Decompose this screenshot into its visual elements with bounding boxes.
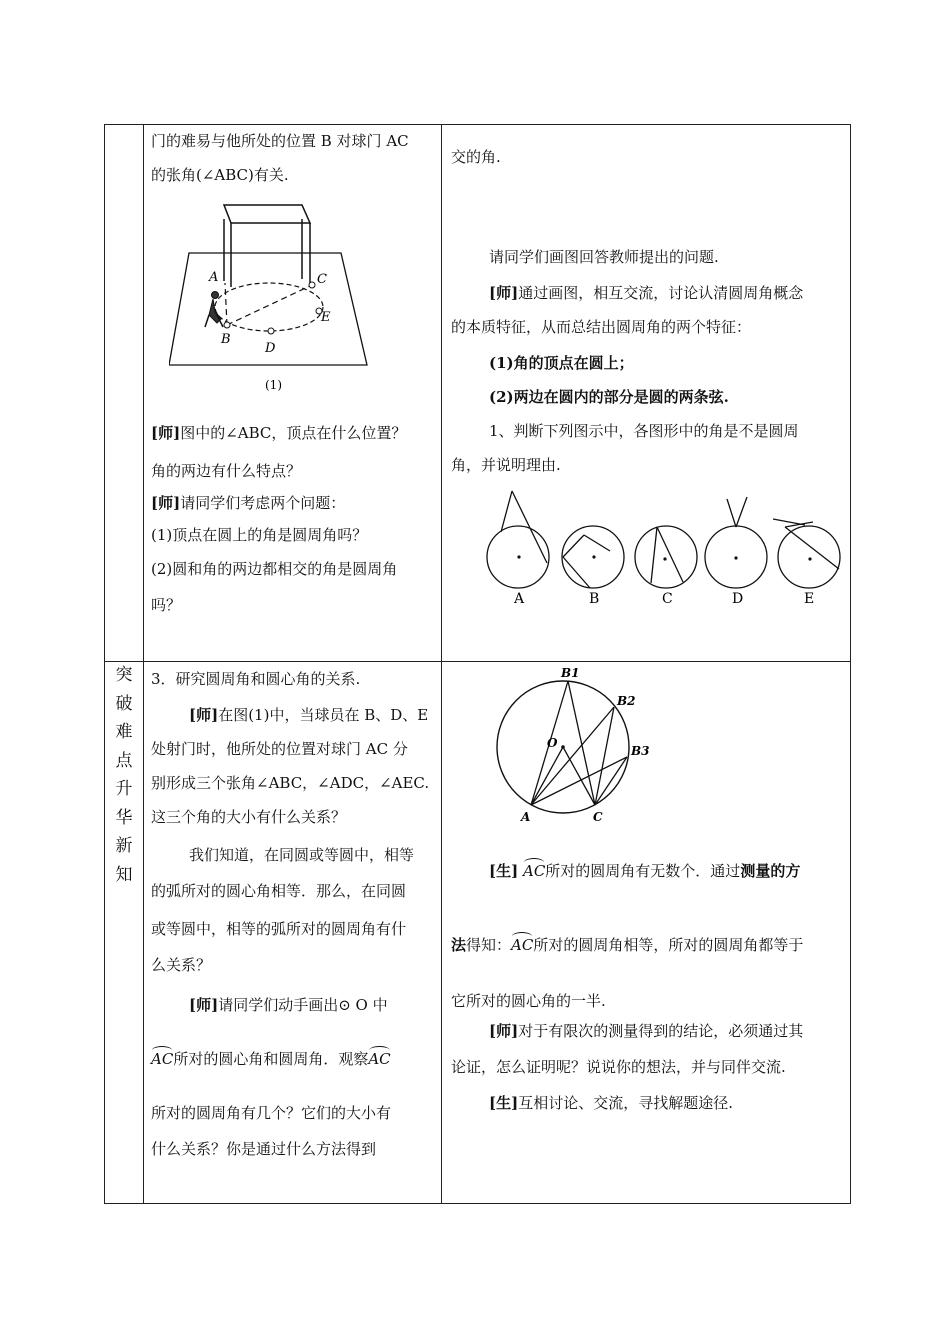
section-char: 破 (115, 693, 133, 714)
left-b-p4a (189, 995, 388, 1015)
teacher-tag: [师] (189, 706, 219, 724)
point-b (224, 322, 230, 328)
point-c (309, 282, 315, 288)
section-char: 升 (115, 779, 133, 799)
col-divider-1 (143, 125, 144, 1203)
question-4b: 吗？ (151, 596, 182, 614)
bold-text: 测量的方 (740, 862, 801, 880)
question-1 (151, 423, 406, 443)
teacher-note (489, 1021, 803, 1041)
paragraph-text: 所对的圆心角和圆周角．观察 (173, 1050, 369, 1068)
question-text: 请同学们考虑两个问题： (180, 494, 346, 512)
left-line-2: 的张角(∠ABC)有关. (151, 166, 289, 184)
question-4a: (2)圆和角的两边都相交的角是圆周角 (151, 560, 398, 578)
teacher-tag: [师] (189, 996, 219, 1014)
left-b-p3b: 的弧所对的圆心角相等．那么，在同圆 (151, 882, 407, 900)
exercise-1b: 角，并说明理由. (451, 456, 561, 474)
student-tag: [生] (489, 862, 519, 880)
col-divider-2 (441, 125, 442, 1203)
feature-2: (2)两边在圆内的部分是圆的两条弦. (489, 388, 729, 406)
fig-label-b: B (589, 591, 600, 607)
question-3: (1)顶点在圆上的角是圆周角吗？ (151, 526, 368, 544)
fig-label-e: E (804, 591, 815, 607)
label-b1: B1 (561, 666, 580, 680)
left-b-p4b (151, 1049, 391, 1069)
section-char: 难 (115, 722, 133, 742)
paragraph-text: 在图(1)中，当球员在 B、D、E (218, 706, 429, 724)
left-line-1: 门的难易与他所处的位置 B 对球门 AC (151, 132, 409, 150)
left-b-p2c: 别形成三个张角∠ABC，∠ADC，∠AEC. (151, 774, 430, 792)
arc-ac: AC (368, 1050, 391, 1068)
right-line-1: 交的角. (451, 148, 501, 166)
left-b-p2d: 这三个角的大小有什么关系？ (151, 808, 347, 826)
paragraph-text: 请同学们动手画出⊙ O 中 (218, 996, 388, 1014)
lesson-table (104, 124, 851, 1204)
arc-ac: AC (511, 936, 534, 954)
teacher-tag: [师] (489, 284, 519, 302)
label-b3: B3 (631, 744, 650, 758)
section-char: 突 (115, 665, 133, 685)
figure-caption: (1) (265, 378, 282, 392)
inscribed-angle-figure (489, 665, 669, 825)
right-p2a (489, 283, 803, 303)
paragraph-text: 得知： (466, 936, 512, 954)
label-o: O (547, 736, 558, 750)
teacher-tag: [师] (151, 424, 181, 442)
arc-ac: AC (151, 1050, 174, 1068)
sightline-bc (227, 285, 312, 325)
student-answer-1b (451, 935, 803, 955)
section-char: 知 (115, 864, 133, 885)
fig-label-a: A (514, 591, 525, 607)
label-c: C (317, 272, 327, 287)
left-b-p2a (189, 705, 428, 725)
goal-crossbar (224, 205, 310, 223)
section-char: 华 (115, 807, 133, 828)
question-text: 图中的∠ABC，顶点在什么位置？ (180, 424, 407, 442)
student-answer-2 (489, 1093, 733, 1113)
left-b-p3c: 或等圆中，相等的弧所对的圆周角有什 (151, 920, 407, 938)
paragraph-text: 互相讨论、交流，寻找解题途径. (518, 1094, 733, 1112)
label-a: A (521, 810, 531, 824)
label-c: C (593, 810, 603, 824)
section-char: 点 (115, 750, 133, 771)
row-divider (105, 661, 850, 662)
student-tag: [生] (489, 1094, 519, 1112)
label-b: B (221, 332, 231, 347)
paragraph-text: 所对的圆周角有无数个．通过 (545, 862, 741, 880)
paragraph-text: 所对的圆周角相等，所对的圆周角都等于 (533, 936, 804, 954)
left-b-p1: 3．研究圆周角和圆心角的关系. (151, 670, 361, 688)
question-2 (151, 493, 345, 513)
section-label (110, 661, 138, 889)
label-d: D (265, 341, 276, 356)
left-b-p3a: 我们知道，在同圆或等圆中，相等 (189, 846, 415, 864)
label-b2: B2 (617, 694, 636, 708)
question-1b: 角的两边有什么特点？ (151, 462, 302, 480)
teacher-note-b: 论证，怎么证明呢？说说你的想法，并与同伴交流. (451, 1058, 786, 1076)
left-b-p3d: 么关系？ (151, 956, 212, 974)
teacher-tag: [师] (151, 494, 181, 512)
label-e: E (321, 310, 331, 325)
bold-text: 法 (451, 936, 467, 954)
paragraph-text: 通过画图，相互交流，讨论认清圆周角概念 (518, 284, 804, 302)
left-b-p4c: 所对的圆周角有几个？它们的大小有 (151, 1104, 392, 1122)
paragraph-text: 对于有限次的测量得到的结论，必须通过其 (518, 1022, 804, 1040)
point-d (268, 328, 274, 334)
arc-ac: AC (522, 862, 546, 880)
student-answer-1 (489, 861, 800, 881)
section-char: 新 (115, 836, 133, 856)
fig-label-c: C (662, 591, 673, 607)
teacher-tag: [师] (489, 1022, 519, 1040)
left-b-p2b: 处射门时，他所处的位置对球门 AC 分 (151, 740, 408, 758)
right-p2b: 的本质特征，从而总结出圆周角的两个特征： (451, 318, 752, 336)
sightline-ba (225, 283, 227, 325)
right-p1: 请同学们画图回答教师提出的问题. (489, 248, 719, 266)
circle-on-field (215, 283, 323, 331)
student-answer-1c: 它所对的圆心角的一半. (451, 992, 606, 1010)
fig-label-d: D (732, 591, 744, 607)
left-b-p4d: 什么关系？你是通过什么方法得到 (151, 1140, 377, 1158)
label-a: A (209, 270, 219, 285)
goal-figure (169, 197, 375, 397)
circle-angle-figures (483, 487, 845, 609)
feature-1: (1)角的顶点在圆上； (489, 354, 634, 372)
exercise-1a: 1、判断下列图示中，各图形中的角是不是圆周 (489, 422, 799, 440)
